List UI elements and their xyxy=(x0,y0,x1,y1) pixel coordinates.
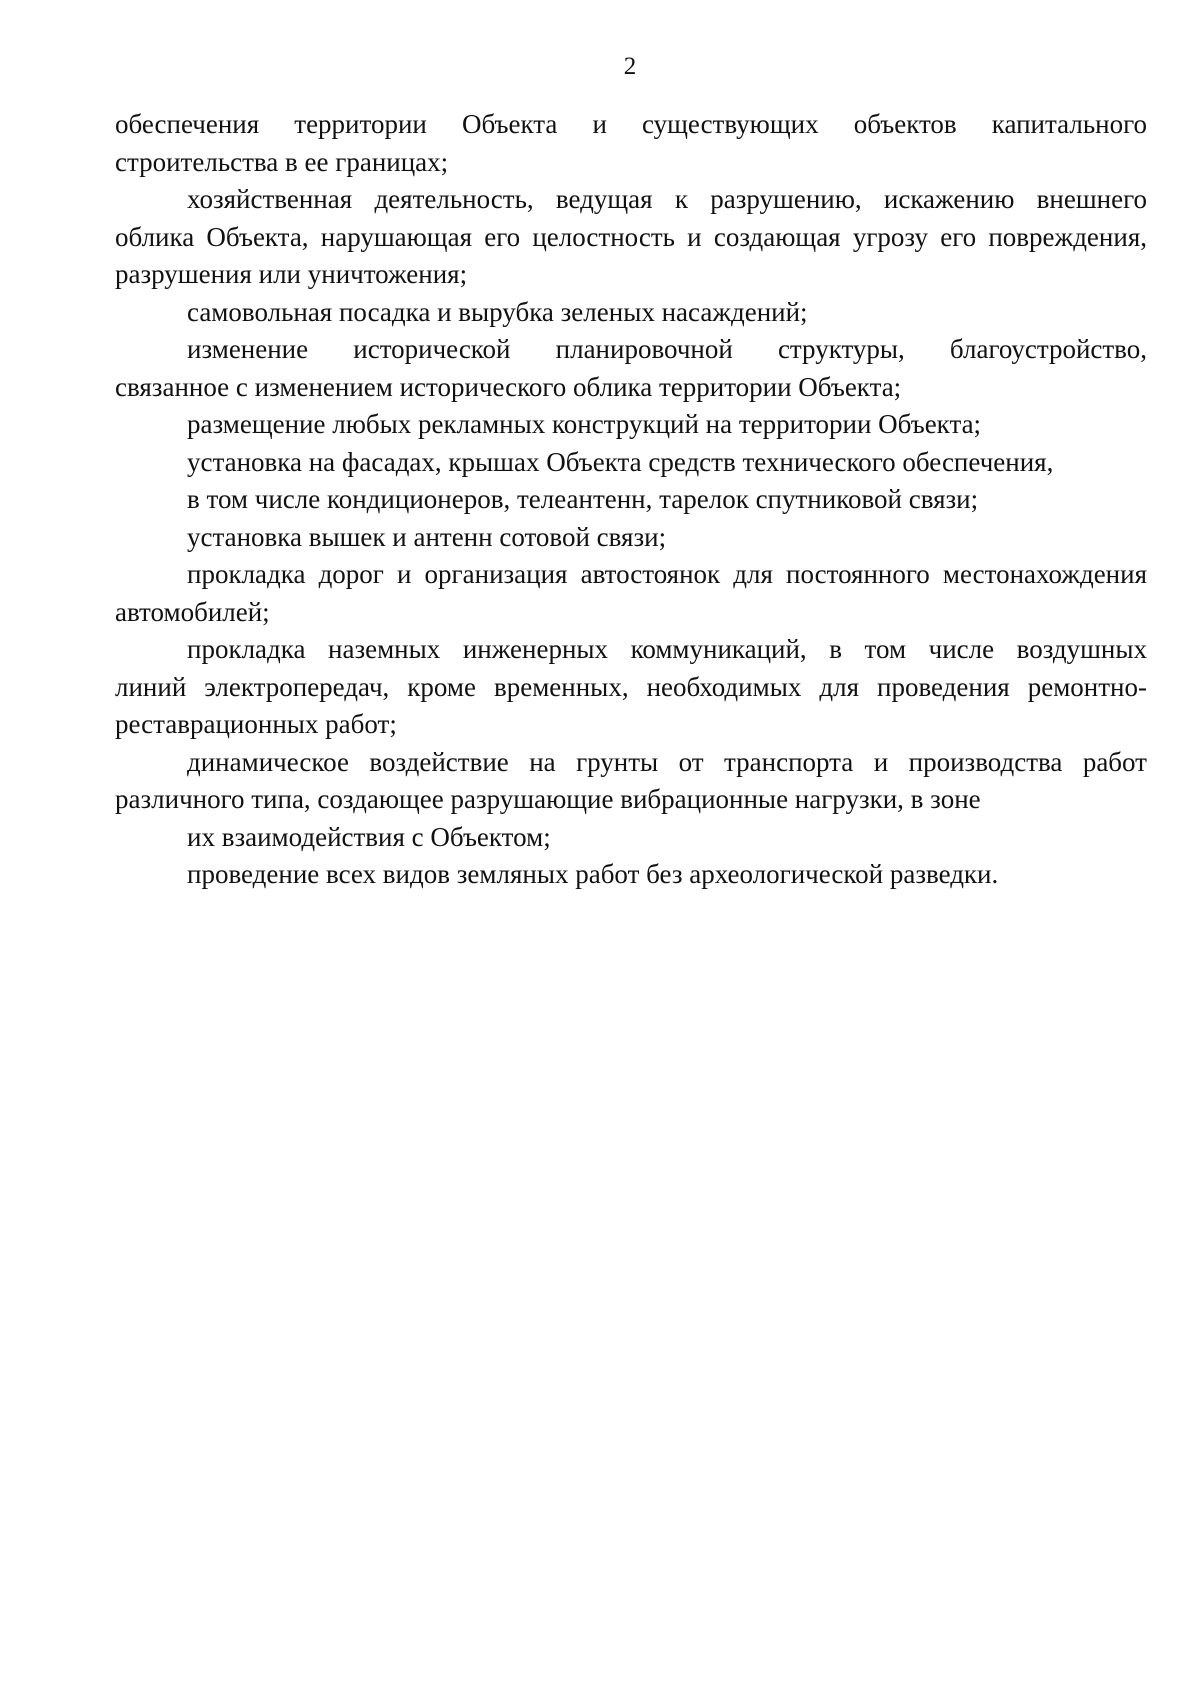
text-line: реставрационных работ; xyxy=(115,709,397,739)
paragraph xyxy=(115,331,1147,406)
text-line: в том числе кондиционеров, телеантенн, тарелок спутниковой связи; xyxy=(187,484,979,514)
text-line: обеспечения территории Объекта и существующих объектов капитального xyxy=(115,109,1147,139)
text-line: связанное с изменением исторического облика территории Объекта; xyxy=(115,371,902,402)
paragraph xyxy=(115,519,1147,557)
text-line: различного типа, создающее разрушающие вибрационные нагрузки, в зоне xyxy=(115,784,981,814)
text-line: линий электропередач, кроме временных, необходимых для проведения ремонтно- xyxy=(115,671,1147,702)
text-line: изменение исторической планировочной структуры, благоустройство, xyxy=(187,334,1147,364)
text-line: прокладка дорог и организация автостоянок для постоянного местонахождения xyxy=(187,559,1147,589)
paragraph xyxy=(115,444,1147,482)
text-line: размещение любых рекламных конструкций на территории Объекта; xyxy=(187,409,982,439)
document-body xyxy=(115,106,1147,894)
paragraph xyxy=(115,106,1147,181)
text-line: самовольная посадка и вырубка зеленых насаждений; xyxy=(187,296,808,327)
paragraph xyxy=(115,819,1147,857)
paragraph xyxy=(115,181,1147,294)
text-line: установка на фасадах, крышах Объекта средств технического обеспечения, xyxy=(187,446,1054,477)
text-line: установка вышек и антенн сотовой связи; xyxy=(187,521,667,552)
paragraph xyxy=(115,856,1147,894)
text-line: разрушения или уничтожения; xyxy=(115,259,468,289)
paragraph xyxy=(115,406,1147,444)
text-line: хозяйственная деятельность, ведущая к разрушению, искажению внешнего xyxy=(187,184,1147,214)
paragraph xyxy=(115,744,1147,819)
paragraph xyxy=(115,556,1147,631)
text-line: их взаимодействия с Объектом; xyxy=(187,821,551,852)
text-line: автомобилей; xyxy=(115,596,270,627)
text-line: динамическое воздействие на грунты от транспорта и производства работ xyxy=(187,746,1147,777)
paragraph xyxy=(115,481,1147,519)
text-line: облика Объекта, нарушающая его целостность и создающая угрозу его повреждения, xyxy=(115,221,1147,252)
text-line: проведение всех видов земляных работ без археологической разведки. xyxy=(187,859,999,889)
text-line: строительства в ее границах; xyxy=(115,146,449,177)
paragraph xyxy=(115,294,1147,332)
paragraph xyxy=(115,631,1147,744)
text-line: прокладка наземных инженерных коммуникаций, в том числе воздушных xyxy=(187,634,1147,664)
page-number: 2 xyxy=(623,53,637,80)
